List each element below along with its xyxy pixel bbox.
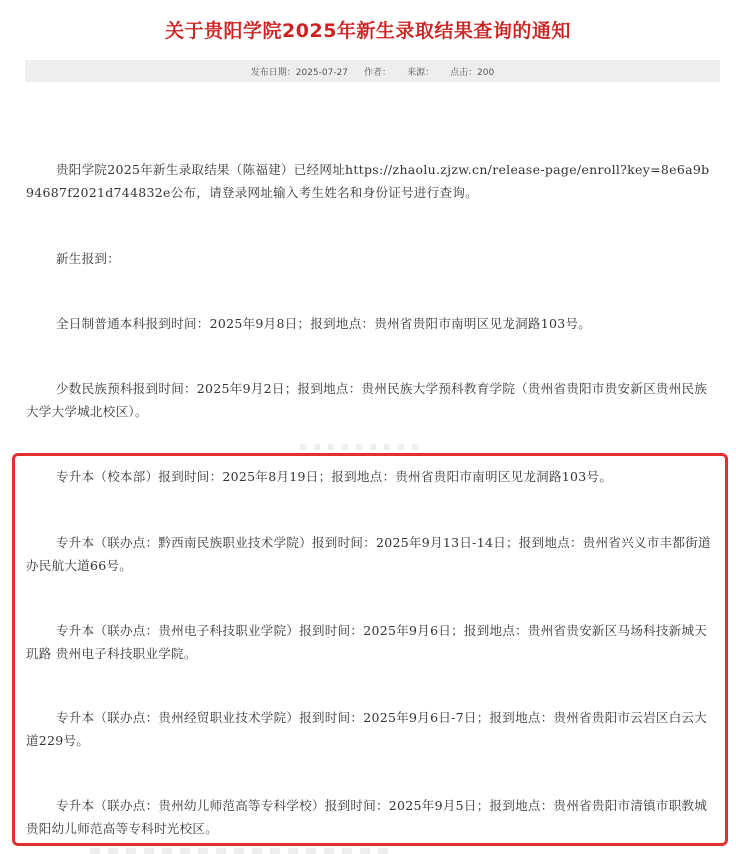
paragraph-upgrade-electronic-tech: 专升本（联办点：贵州电子科技职业学院）报到时间：2025年9月6日；报到地点：贵州省贵安新区马场科技新城天玑路 贵州电子科技职业学院。 [26, 623, 708, 661]
paragraph-upgrade-qianxinan: 专升本（联办点：黔西南民族职业技术学院）报到时间：2025年9月13日-14日；报到地点：贵州省兴义市丰都街道办民航大道66号。 [26, 535, 711, 573]
faint-scan-mark [300, 444, 420, 450]
article-title: 关于贵阳学院2025年新生录取结果查询的通知 [165, 20, 571, 42]
paragraph-upgrade-economic-trade: 专升本（联办点：贵州经贸职业技术学院）报到时间：2025年9月6日-7日；报到地点：贵州省贵阳市云岩区白云大道229号。 [26, 710, 708, 748]
paragraph-upgrade-preschool: 专升本（联办点：贵州幼儿师范高等专科学校）报到时间：2025年9月5日；报到地点：贵州省贵阳市清镇市职教城贵阳幼儿师范高等专科时光校区。 [26, 798, 708, 836]
view-count: 点击：200 [450, 67, 495, 78]
paragraph-upgrade-main-campus: 专升本（校本部）报到时间：2025年8月19日；报到地点：贵州省贵阳市南明区见龙洞路103号。 [56, 469, 613, 484]
author: 作者： [364, 67, 392, 78]
paragraph-admission-query: 贵阳学院2025年新生录取结果（陈福建）已经网址https://zhaolu.zjzw.cn/release-page/enroll?key=8e6a9b94687f2021d744832e公布，请登录网址输入考生姓名和身份证号进行查询。 [26, 162, 710, 200]
article-meta-bar [25, 60, 720, 82]
source: 来源： [407, 67, 435, 78]
faint-cutoff-text [90, 848, 390, 854]
paragraph-undergraduate-registration: 全日制普通本科报到时间：2025年9月8日；报到地点：贵州省贵阳市南明区见龙洞路103号。 [56, 316, 592, 331]
paragraph-registration-heading: 新生报到： [56, 251, 121, 266]
paragraph-preparatory-registration: 少数民族预科报到时间：2025年9月2日；报到地点：贵州民族大学预科教育学院（贵州省贵阳市贵安新区贵州民族大学大学城北校区）。 [26, 381, 708, 419]
publish-date: 发布日期：2025-07-27 [250, 67, 349, 78]
